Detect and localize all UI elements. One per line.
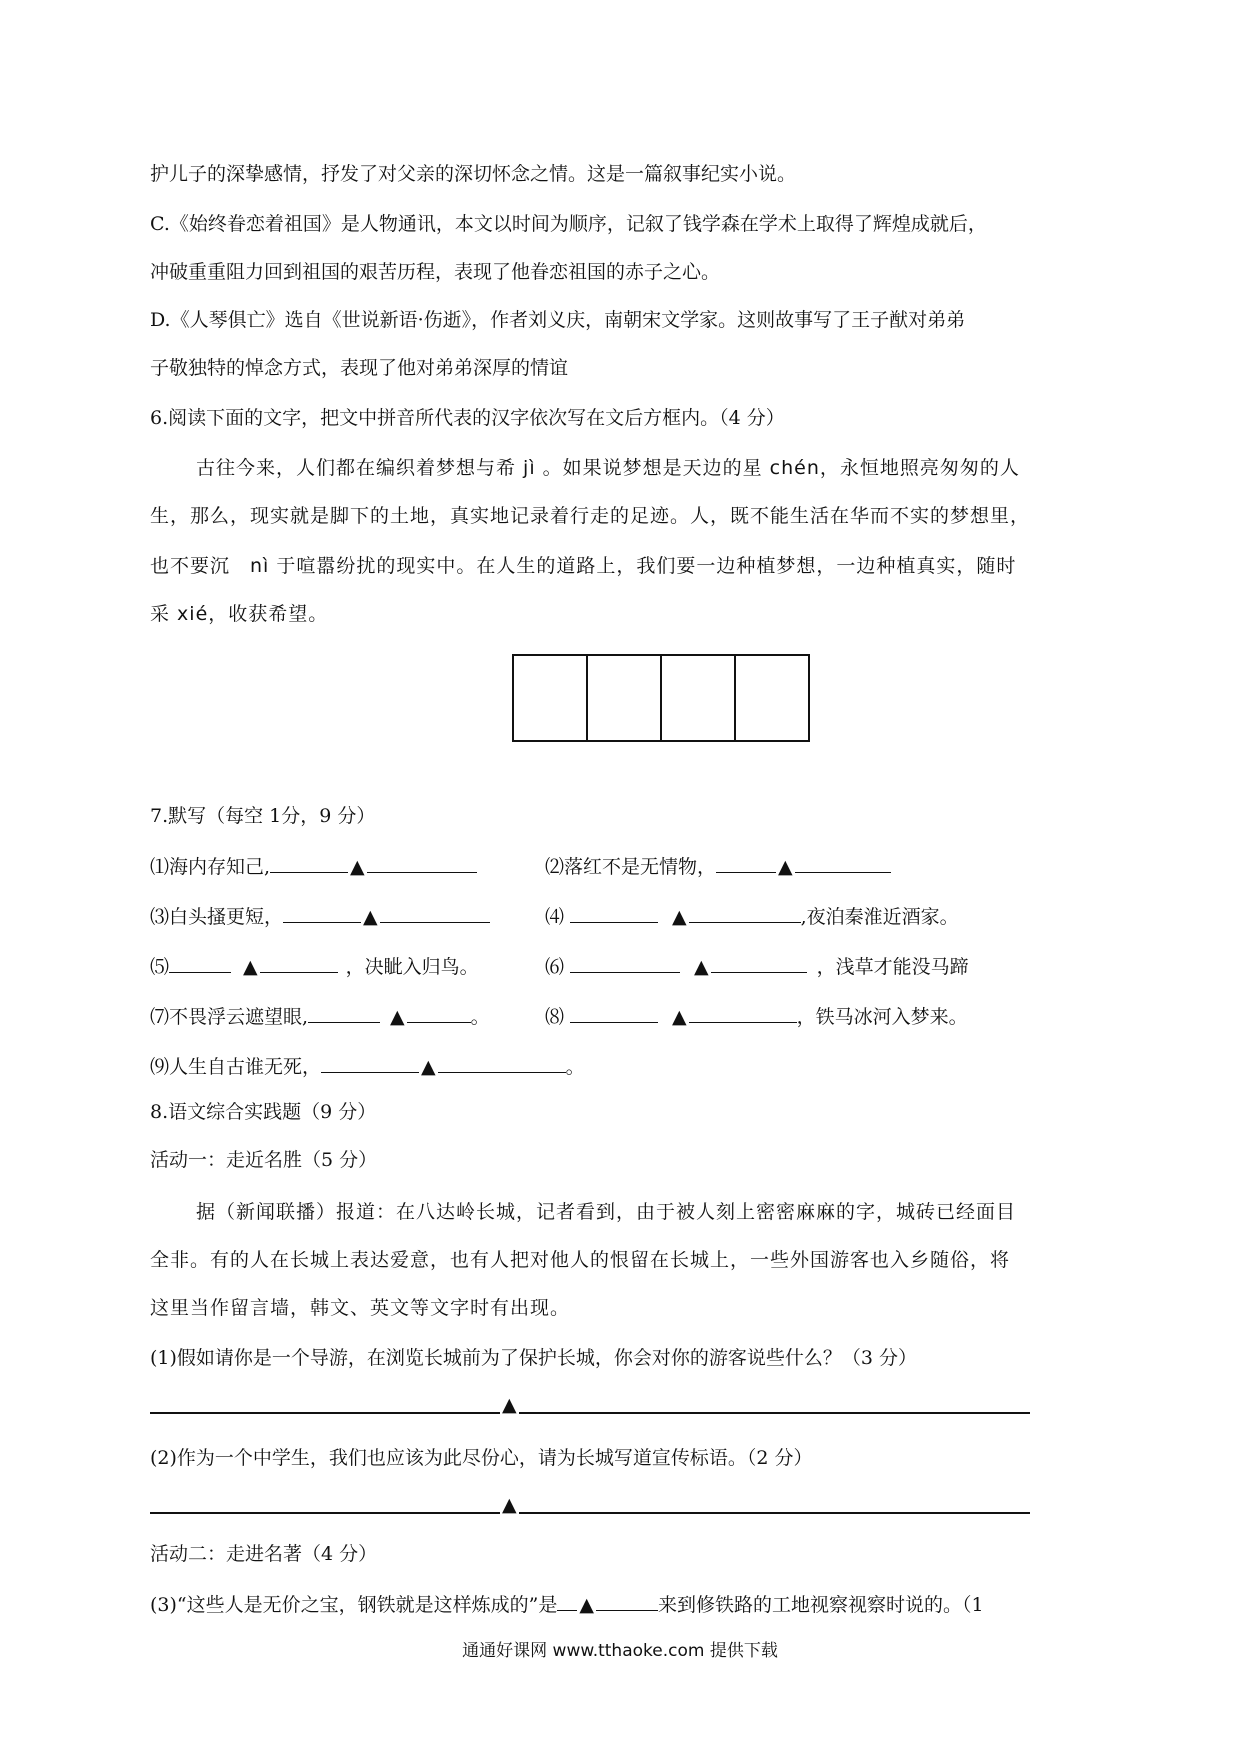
fill-blank[interactable] xyxy=(689,902,801,923)
option-c-line-1: C.《始终眷恋着祖国》是人物通讯，本文以时间为顺序，记叙了钱学森在学术上取得了辉煌成就后， xyxy=(150,213,987,235)
q6-passage-line-4: 采 xié，收获希望。 xyxy=(150,603,329,625)
activity-2-heading: 活动二：走进名著（4 分） xyxy=(150,1543,378,1565)
q6-passage-line-1: 古往今来，人们都在编织着梦想与希 jì 。如果说梦想是天边的星 chén，永恒地照亮匆匆的人 xyxy=(196,457,1020,479)
answer-line[interactable] xyxy=(150,1512,1030,1514)
dictation-prompt: ⑶白头搔更短， xyxy=(150,906,284,928)
q8-passage-line-1: 据（新闻联播）报道：在八达岭长城，记者看到，由于被人刻上密密麻麻的字，城砖已经面目 xyxy=(196,1201,1017,1223)
triangle-marker: ▲ xyxy=(502,1394,517,1416)
dictation-prompt: ⑺不畏浮云遮望眼, xyxy=(150,1006,309,1028)
fill-blank[interactable] xyxy=(260,952,338,973)
fill-blank[interactable] xyxy=(596,1590,658,1611)
fill-blank[interactable] xyxy=(407,1002,471,1023)
fill-blank[interactable] xyxy=(711,952,807,973)
q8-passage-line-2: 全非。有的人在长城上表达爱意，也有人把对他人的恨留在长城上，一些外国游客也入乡随俗，将 xyxy=(150,1249,1011,1271)
triangle-marker: ▲ xyxy=(778,856,793,878)
dictation-prompt: ⑴海内存知己, xyxy=(150,856,271,878)
fill-blank[interactable] xyxy=(380,902,490,923)
triangle-marker: ▲ xyxy=(243,956,258,978)
dictation-prompt: ，决眦入归鸟。 xyxy=(345,956,479,978)
q6-passage-line-3: 也不要沉 nì 于喧嚣纷扰的现实中。在人生的道路上，我们要一边种植梦想，一边种植真实，随时 xyxy=(150,555,1017,577)
triangle-marker: ▲ xyxy=(694,956,709,978)
fill-blank[interactable] xyxy=(570,1002,658,1023)
triangle-marker: ▲ xyxy=(502,1494,517,1516)
fill-blank[interactable] xyxy=(438,1052,566,1073)
option-d-line-1: D.《人琴俱亡》选自《世说新语·伤逝》，作者刘义庆，南朝宋文学家。这则故事写了王子猷对弟弟 xyxy=(150,309,966,331)
answer-line[interactable] xyxy=(150,1412,1030,1414)
question-8-title: 8.语文综合实践题（9 分） xyxy=(150,1101,377,1123)
page-footer: 通通好课网 www.tthaoke.com 提供下载 xyxy=(462,1641,778,1661)
fill-blank[interactable] xyxy=(570,902,658,923)
q8-passage-line-3: 这里当作留言墙，韩文、英文等文字时有出现。 xyxy=(150,1297,571,1319)
triangle-marker: ▲ xyxy=(672,906,687,928)
fill-blank[interactable] xyxy=(716,852,776,873)
dictation-prompt: ⑷ xyxy=(545,906,565,928)
triangle-marker: ▲ xyxy=(363,906,378,928)
option-d-line-2: 子敬独特的悼念方式，表现了他对弟弟深厚的情谊 xyxy=(150,357,569,379)
dictation-item-3 xyxy=(150,902,490,931)
dictation-prompt: ⑼人生自古谁无死， xyxy=(150,1056,322,1078)
dictation-prompt: 。 xyxy=(565,1056,585,1078)
option-c-line-2: 冲破重重阻力回到祖国的艰苦历程，表现了他眷恋祖国的赤子之心。 xyxy=(150,261,721,283)
answer-box[interactable] xyxy=(514,656,586,740)
text-line: 护儿子的深挚感情，抒发了对父亲的深切怀念之情。这是一篇叙事纪实小说。 xyxy=(150,163,797,185)
question-text: (3)“这些人是无价之宝，钢铁就是这样炼成的”是 xyxy=(150,1594,558,1616)
dictation-item-2 xyxy=(545,852,891,881)
answer-box[interactable] xyxy=(734,656,808,740)
triangle-marker: ▲ xyxy=(350,856,365,878)
dictation-prompt: ，浅草才能没马蹄 xyxy=(816,956,969,978)
question-6-title: 6.阅读下面的文字，把文中拼音所代表的汉字依次写在文后方框内。（4 分） xyxy=(150,407,785,429)
dictation-item-6 xyxy=(545,952,969,981)
q8-sub-question-1: (1)假如请你是一个导游，在浏览长城前为了保护长城，你会对你的游客说些什么？（3 分） xyxy=(150,1347,918,1369)
question-7-title: 7.默写（每空 1分，9 分） xyxy=(150,805,376,827)
fill-blank[interactable] xyxy=(169,952,231,973)
dictation-item-1 xyxy=(150,852,477,881)
activity-1-heading: 活动一：走近名胜（5 分） xyxy=(150,1149,378,1171)
fill-blank[interactable] xyxy=(321,1052,419,1073)
dictation-prompt: ,夜泊秦淮近酒家。 xyxy=(800,906,959,928)
dictation-prompt: ⑹ xyxy=(545,956,565,978)
dictation-item-4 xyxy=(545,902,959,931)
triangle-marker: ▲ xyxy=(672,1006,687,1028)
dictation-prompt: ⑵落红不是无情物， xyxy=(545,856,717,878)
dictation-item-7 xyxy=(150,1002,490,1031)
q8-sub-question-2: (2)作为一个中学生，我们也应该为此尽份心，请为长城写道宣传标语。（2 分） xyxy=(150,1447,813,1469)
fill-blank[interactable] xyxy=(795,852,891,873)
fill-blank[interactable] xyxy=(283,902,361,923)
q8-sub-question-3 xyxy=(150,1590,984,1619)
triangle-marker: ▲ xyxy=(390,1006,405,1028)
dictation-prompt: ⑻ xyxy=(545,1006,565,1028)
triangle-marker: ▲ xyxy=(579,1594,594,1616)
answer-box-grid xyxy=(512,654,810,742)
dictation-prompt: 。 xyxy=(470,1006,490,1028)
dictation-item-5 xyxy=(150,952,479,981)
dictation-item-9 xyxy=(150,1052,585,1081)
fill-blank[interactable] xyxy=(270,852,348,873)
q6-passage-line-2: 生，那么，现实就是脚下的土地，真实地记录着行走的足迹。人，既不能生活在华而不实的梦想里， xyxy=(150,505,1031,527)
fill-blank[interactable] xyxy=(557,1590,577,1611)
fill-blank[interactable] xyxy=(367,852,477,873)
dictation-item-8 xyxy=(545,1002,968,1031)
answer-box[interactable] xyxy=(660,656,734,740)
triangle-marker: ▲ xyxy=(421,1056,436,1078)
fill-blank[interactable] xyxy=(689,1002,797,1023)
dictation-prompt: ，铁马冰河入梦来。 xyxy=(796,1006,968,1028)
fill-blank[interactable] xyxy=(308,1002,380,1023)
dictation-prompt: ⑸ xyxy=(150,956,170,978)
fill-blank[interactable] xyxy=(570,952,680,973)
question-text: 来到修铁路的工地视察视察时说的。（1 xyxy=(657,1594,984,1616)
answer-box[interactable] xyxy=(586,656,660,740)
